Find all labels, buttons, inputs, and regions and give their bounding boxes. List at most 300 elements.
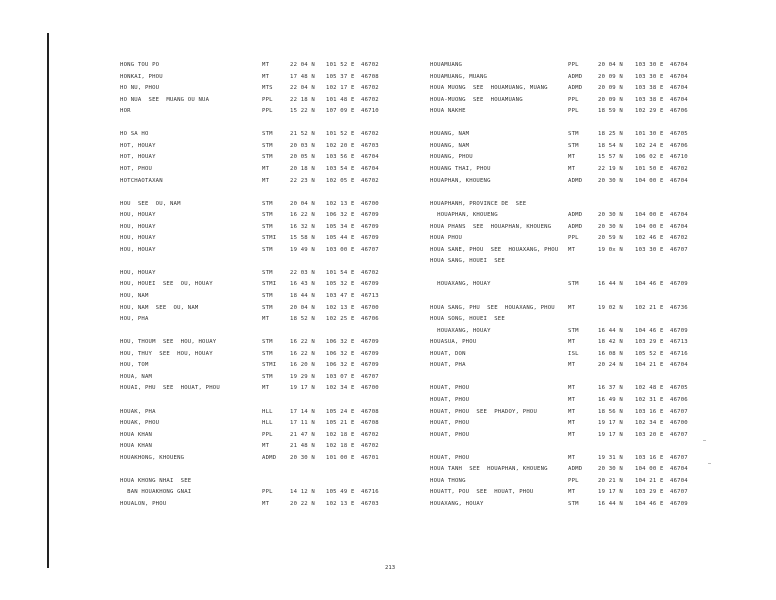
entry-code: STMI [262, 281, 277, 288]
entry-lon: 103 56 E [326, 154, 355, 161]
entry-code: MT [568, 408, 576, 415]
gazetteer-entry [0, 164, 776, 174]
entry-lon: 106 02 E [635, 154, 664, 161]
entry-name: HOU, THOUM SEE HOU, HOUAY [120, 339, 217, 346]
gazetteer-entry [0, 487, 776, 497]
entry-code: PPL [262, 108, 273, 115]
entry-lon: 101 54 E [326, 269, 355, 276]
gazetteer-entry [0, 337, 776, 347]
entry-ref: 46707 [361, 246, 379, 253]
gazetteer-entry [0, 383, 776, 393]
entry-lat: 18 54 N [598, 142, 623, 149]
entry-ref: 46713 [670, 339, 688, 346]
entry-lon: 102 24 E [635, 142, 664, 149]
entry-lat: 16 43 N [290, 281, 315, 288]
entry-ref: 46707 [670, 454, 688, 461]
entry-name: HOUA KHAN [120, 431, 153, 438]
entry-lon: 105 24 E [326, 408, 355, 415]
gazetteer-entry [0, 314, 776, 324]
entry-ref: 46704 [670, 73, 688, 80]
entry-code: HLL [262, 408, 273, 415]
entry-ref: 46702 [670, 235, 688, 242]
entry-ref: 46705 [670, 131, 688, 138]
entry-lat: 16 44 N [598, 500, 623, 507]
entry-ref: 46702 [361, 96, 379, 103]
entry-lat: 20 30 N [598, 212, 623, 219]
entry-lat: 20 09 N [598, 73, 623, 80]
entry-lat: 21 47 N [290, 431, 315, 438]
entry-lon: 106 32 E [326, 350, 355, 357]
entry-lat: 16 49 N [598, 396, 623, 403]
entry-lon: 104 21 E [635, 477, 664, 484]
entry-ref: 46702 [361, 177, 379, 184]
entry-lon: 104 00 E [635, 177, 664, 184]
entry-lon: 103 20 E [635, 431, 664, 438]
entry-ref: 46704 [670, 96, 688, 103]
entry-name: HOUAPHANH, PROVINCE DE SEE [430, 200, 527, 207]
entry-lon: 102 18 E [326, 443, 355, 450]
entry-code: MT [262, 62, 270, 68]
entry-ref: 46709 [670, 500, 688, 507]
gazetteer-entry [0, 141, 776, 151]
entry-lat: 20 18 N [290, 165, 315, 172]
entry-code: STM [262, 246, 273, 253]
entry-name: HOUA THONG [430, 477, 466, 484]
entry-name: HOUAT, PHOU [430, 385, 470, 392]
gazetteer-entry [0, 129, 776, 139]
entry-code: MT [262, 73, 270, 80]
entry-ref: 46706 [670, 396, 688, 403]
entry-lat: 20 30 N [598, 466, 623, 473]
entry-lat: 17 14 N [290, 408, 315, 415]
entry-name: HOUAXANG, HOUAY [430, 281, 491, 288]
entry-name: HOUA PHOU [430, 235, 463, 242]
entry-name: HONG TOU PO [120, 62, 160, 68]
entry-code: STM [262, 142, 273, 149]
entry-lat: 19 31 N [598, 454, 623, 461]
entry-name: HOUAPHAN, KHOUENG [430, 212, 498, 219]
entry-lon: 105 49 E [326, 489, 355, 496]
gazetteer-entry [0, 60, 776, 70]
entry-ref: 46703 [361, 500, 379, 507]
entry-name: HOU, TOM [120, 362, 149, 369]
entry-lon: 106 32 E [326, 362, 355, 369]
entry-code: HLL [262, 420, 273, 427]
gazetteer-entry [0, 72, 776, 82]
entry-name: HOUA SANG, PHU SEE HOUAXANG, PHOU [430, 304, 555, 311]
entry-lon: 103 29 E [635, 339, 664, 346]
entry-ref: 46709 [361, 223, 379, 230]
entry-code: MT [568, 246, 576, 253]
entry-lon: 105 21 E [326, 420, 355, 427]
entry-ref: 46704 [361, 165, 379, 172]
entry-lon: 102 13 E [326, 200, 355, 207]
entry-code: PPL [262, 96, 273, 103]
entry-name: HOUA MUONG SEE HOUAMUANG, MUANG [430, 85, 548, 92]
entry-lat: 19 17 N [598, 420, 623, 427]
entry-lon: 102 13 E [326, 500, 355, 507]
entry-ref: 46702 [361, 85, 379, 92]
entry-code: MT [568, 454, 576, 461]
entry-name: HOT, HOUAY [120, 154, 156, 161]
entry-code: MT [262, 177, 270, 184]
entry-lat: 16 44 N [598, 281, 623, 288]
gazetteer-entry [0, 152, 776, 162]
entry-name: HOU, NAM SEE OU, NAM [120, 304, 199, 311]
entry-lon: 104 00 E [635, 223, 664, 230]
entry-lat: 20 30 N [290, 454, 315, 461]
entry-code: STMI [262, 362, 277, 369]
entry-ref: 46702 [361, 131, 379, 138]
entry-lon: 102 25 E [326, 316, 355, 323]
entry-code: STMI [262, 235, 277, 242]
entry-name: HOUAT, DON [430, 350, 466, 357]
entry-code: MT [568, 385, 576, 392]
entry-lon: 102 17 E [326, 85, 355, 92]
entry-lon: 104 46 E [635, 281, 664, 288]
entry-lat: 20 04 N [290, 304, 315, 311]
entry-name: HOUATT, POU SEE HOUAT, PHOU [430, 489, 534, 496]
entry-lon: 103 30 E [635, 62, 664, 68]
entry-name: HOUA KHAN [120, 443, 153, 450]
entry-code: STM [262, 154, 273, 161]
entry-lon: 103 38 E [635, 85, 664, 92]
entry-lat: 19 49 N [290, 246, 315, 253]
entry-code: STM [568, 142, 579, 149]
entry-lat: 21 52 N [290, 131, 315, 138]
entry-code: ADMD [262, 454, 277, 461]
entry-lat: 19 29 N [290, 373, 315, 380]
entry-code: STM [262, 223, 273, 230]
entry-lon: 101 50 E [635, 165, 664, 172]
entry-lat: 18 25 N [598, 131, 623, 138]
entry-lon: 102 13 E [326, 304, 355, 311]
entry-lon: 103 29 E [635, 489, 664, 496]
entry-lat: 22 19 N [598, 165, 623, 172]
entry-name: HOUALON, PHOU [120, 500, 167, 507]
entry-code: ADMD [568, 466, 583, 473]
entry-name: HOUAXANG, HOUAY [430, 500, 484, 507]
entry-lon: 103 07 E [326, 373, 355, 380]
entry-lon: 102 20 E [326, 142, 355, 149]
entry-name: HO NU, PHOU [120, 85, 160, 92]
entry-name: HOUAT, PHOU [430, 420, 470, 427]
gazetteer-entry [0, 245, 776, 255]
entry-ref: 46706 [361, 316, 379, 323]
entry-name: HOU SEE OU, NAM [120, 200, 181, 207]
entry-code: ADMD [568, 212, 583, 219]
entry-code: ADMD [568, 177, 583, 184]
entry-ref: 46707 [670, 431, 688, 438]
entry-ref: 46709 [361, 281, 379, 288]
entry-name: HOU, HOUAY [120, 246, 156, 253]
entry-lon: 105 44 E [326, 235, 355, 242]
gazetteer-entry [0, 176, 776, 186]
entry-lon: 102 31 E [635, 396, 664, 403]
gazetteer-entry [0, 418, 776, 428]
entry-lat: 20 24 N [598, 362, 623, 369]
entry-lon: 102 34 E [326, 385, 355, 392]
entry-name: HOU, THUY SEE HOU, HOUAY [120, 350, 213, 357]
gazetteer-entry [0, 210, 776, 220]
gazetteer-entry [0, 303, 776, 313]
entry-code: STM [262, 212, 273, 219]
entry-ref: 46706 [670, 108, 688, 115]
entry-ref: 46707 [670, 246, 688, 253]
gazetteer-entry [0, 222, 776, 232]
entry-name: HOUAK, PHOU [120, 420, 160, 427]
entry-lat: 20 30 N [598, 177, 623, 184]
entry-ref: 46702 [670, 165, 688, 172]
entry-ref: 46700 [670, 420, 688, 427]
entry-ref: 46704 [670, 223, 688, 230]
entry-name: HOUA KHONG NHAI SEE [120, 477, 192, 484]
entry-code: MT [568, 154, 576, 161]
entry-lat: 17 48 N [290, 73, 315, 80]
gazetteer-entry [0, 279, 776, 289]
entry-name: HOT, HOUAY [120, 142, 156, 149]
entry-name: HOUA PHANS SEE HOUAPHAN, KHOUENG [430, 223, 552, 230]
entry-name: HOUAI, PHU SEE HOUAT, PHOU [120, 385, 220, 392]
entry-ref: 46709 [361, 362, 379, 369]
entry-code: PPL [568, 477, 579, 484]
entry-name: HOTCHAOTAXAN [120, 177, 163, 184]
entry-code: STM [568, 500, 579, 507]
entry-lat: 20 30 N [598, 223, 623, 230]
entry-name: HOUANG, NAM [430, 142, 470, 149]
entry-ref: 46702 [361, 269, 379, 276]
entry-name: HOUAT, PHA [430, 362, 466, 369]
entry-ref: 46710 [670, 154, 688, 161]
gazetteer-entry [0, 106, 776, 116]
entry-lon: 103 47 E [326, 293, 355, 299]
entry-ref: 46704 [670, 85, 688, 92]
entry-ref: 46704 [670, 177, 688, 184]
entry-lon: 103 30 E [635, 73, 664, 80]
entry-lat: 22 23 N [290, 177, 315, 184]
entry-lon: 102 18 E [326, 431, 355, 438]
entry-name: HO NUA SEE MUANG OU NUA [120, 96, 210, 103]
gazetteer-entry [0, 407, 776, 417]
entry-name: HONKAI, PHOU [120, 73, 163, 80]
entry-lat: 16 22 N [290, 339, 315, 346]
entry-lat: 20 09 N [598, 85, 623, 92]
entry-ref: 46736 [670, 304, 688, 311]
entry-lon: 102 46 E [635, 235, 664, 242]
entry-name: HO SA HO [120, 131, 149, 138]
entry-lat: 16 22 N [290, 212, 315, 219]
entry-name: HOU, HOUAY [120, 212, 156, 219]
entry-lon: 105 52 E [635, 350, 664, 357]
entry-lon: 105 37 E [326, 73, 355, 80]
gazetteer-entry [0, 118, 776, 128]
entry-name: HOUASUA, PHOU [430, 339, 477, 346]
entry-lat: 18 44 N [290, 293, 315, 299]
entry-ref: 46716 [361, 489, 379, 496]
entry-lat: 18 52 N [290, 316, 315, 323]
entry-code: STM [262, 200, 273, 207]
entry-ref: 46709 [361, 212, 379, 219]
gazetteer-entry [0, 199, 776, 209]
entry-ref: 46704 [670, 362, 688, 369]
entry-code: PPL [262, 489, 273, 496]
entry-lon: 103 30 E [635, 246, 664, 253]
entry-ref: 46709 [361, 350, 379, 357]
entry-code: STM [262, 339, 273, 346]
entry-code: MT [568, 362, 576, 369]
entry-ref: 46707 [361, 373, 379, 380]
entry-code: PPL [262, 431, 273, 438]
entry-name: HOUA NAKHE [430, 108, 466, 115]
gazetteer-entry [0, 453, 776, 463]
entry-name: HOU, HOUEI SEE OU, HOUAY [120, 281, 213, 288]
entry-name: HOUAK, PHA [120, 408, 156, 415]
entry-lon: 101 00 E [326, 454, 355, 461]
entry-lon: 103 00 E [326, 246, 355, 253]
entry-name: HOU, HOUAY [120, 269, 156, 276]
entry-lat: 16 20 N [290, 362, 315, 369]
entry-ref: 46709 [670, 281, 688, 288]
entry-name: HOU, HOUAY [120, 235, 156, 242]
entry-lat: 19 17 N [598, 489, 623, 496]
entry-code: STM [262, 350, 273, 357]
entry-ref: 46705 [670, 385, 688, 392]
entry-lon: 104 00 E [635, 466, 664, 473]
scan-speck [703, 440, 706, 441]
page-number: 213 [385, 565, 396, 571]
entry-name: HOUAT, PHOU SEE PHADOY, PHOU [430, 408, 538, 415]
gazetteer-entry [0, 441, 776, 451]
entry-name: HOUA, NAM [120, 373, 153, 380]
gazetteer-entry [0, 464, 776, 474]
entry-lat: 16 37 N [598, 385, 623, 392]
entry-lon: 101 52 E [326, 131, 355, 138]
entry-ref: 46702 [361, 443, 379, 450]
entry-code: MT [568, 489, 576, 496]
entry-lon: 103 54 E [326, 165, 355, 172]
entry-name: HOUA TANH SEE HOUAPHAN, KHOUENG [430, 466, 548, 473]
entry-lon: 105 32 E [326, 281, 355, 288]
entry-name: HOUAMUANG, MUANG [430, 73, 488, 80]
entry-code: MT [262, 165, 270, 172]
entry-lat: 20 05 N [290, 154, 315, 161]
entry-name: HOUAT, PHOU [430, 396, 470, 403]
entry-code: PPL [568, 96, 579, 103]
entry-lon: 103 38 E [635, 96, 664, 103]
entry-code: PPL [568, 235, 579, 242]
gazetteer-entry [0, 326, 776, 336]
entry-ref: 46708 [361, 408, 379, 415]
entry-lat: 16 08 N [598, 350, 623, 357]
gazetteer-entry [0, 187, 776, 197]
entry-ref: 46700 [361, 304, 379, 311]
entry-code: MT [568, 396, 576, 403]
entry-lat: 22 03 N [290, 269, 315, 276]
entry-code: PPL [568, 108, 579, 115]
entry-name: HOUANG, PHOU [430, 154, 473, 161]
entry-lat: 16 44 N [598, 327, 623, 334]
entry-ref: 46710 [361, 108, 379, 115]
entry-code: MT [568, 339, 576, 346]
entry-name: HOU, NAM [120, 293, 149, 299]
entry-name: HOUAT, PHOU [430, 454, 470, 461]
entry-ref: 46709 [361, 235, 379, 242]
entry-name: HOT, PHOU [120, 165, 153, 172]
entry-code: STM [262, 304, 273, 311]
entry-code: STM [568, 281, 579, 288]
entry-ref: 46708 [361, 420, 379, 427]
entry-code: MT [568, 304, 576, 311]
entry-lon: 101 30 E [635, 131, 664, 138]
entry-lat: 14 12 N [290, 489, 315, 496]
gazetteer-entry [0, 499, 776, 509]
entry-lat: 18 59 N [598, 108, 623, 115]
entry-code: STM [262, 293, 273, 299]
entry-lon: 104 21 E [635, 362, 664, 369]
entry-ref: 46701 [361, 454, 379, 461]
entry-lat: 20 04 N [290, 200, 315, 207]
entry-lon: 101 52 E [326, 62, 355, 68]
entry-code: MT [262, 385, 270, 392]
entry-name: HOR [120, 108, 131, 115]
entry-name: HOUAT, PHOU [430, 431, 470, 438]
entry-lon: 103 16 E [635, 408, 664, 415]
entry-lat: 15 57 N [598, 154, 623, 161]
entry-code: MT [262, 500, 270, 507]
entry-ref: 46704 [670, 212, 688, 219]
entry-ref: 46704 [670, 477, 688, 484]
gazetteer-entry [0, 95, 776, 105]
entry-lat: 21 48 N [290, 443, 315, 450]
gazetteer-entry [0, 360, 776, 370]
entry-lat: 19 02 N [598, 304, 623, 311]
entry-ref: 46704 [670, 62, 688, 68]
entry-ref: 46707 [670, 408, 688, 415]
entry-lat: 20 59 N [598, 235, 623, 242]
entry-ref: 46704 [670, 466, 688, 473]
entry-lat: 22 18 N [290, 96, 315, 103]
entry-lon: 102 05 E [326, 177, 355, 184]
entry-ref: 46700 [361, 200, 379, 207]
entry-code: ADMD [568, 73, 583, 80]
entry-name: HOUA SANG, HOUEI SEE [430, 258, 505, 265]
entry-code: MT [568, 165, 576, 172]
entry-code: STM [568, 131, 579, 138]
entry-lat: 17 11 N [290, 420, 315, 427]
gazetteer-entry [0, 256, 776, 266]
entry-ref: 46700 [361, 385, 379, 392]
entry-ref: 46702 [361, 431, 379, 438]
entry-lat: 20 21 N [598, 477, 623, 484]
entry-ref: 46713 [361, 293, 379, 299]
entry-code: STM [568, 327, 579, 334]
entry-name: HOUAXANG, HOUAY [430, 327, 491, 334]
entry-lon: 104 46 E [635, 500, 664, 507]
entry-ref: 46709 [670, 327, 688, 334]
entry-ref: 46716 [670, 350, 688, 357]
entry-lon: 102 48 E [635, 385, 664, 392]
entry-name: HOUANG, NAM [430, 131, 470, 138]
entry-code: MT [568, 420, 576, 427]
entry-ref: 46703 [361, 142, 379, 149]
entry-code: STM [262, 131, 273, 138]
entry-ref: 46706 [670, 142, 688, 149]
gazetteer-entry [0, 233, 776, 243]
entry-name: HOUANG THAI, PHOU [430, 165, 491, 172]
entry-lat: 20 22 N [290, 500, 315, 507]
entry-name: HOUAKHONG, KHOUENG [120, 454, 185, 461]
gazetteer-entry [0, 430, 776, 440]
